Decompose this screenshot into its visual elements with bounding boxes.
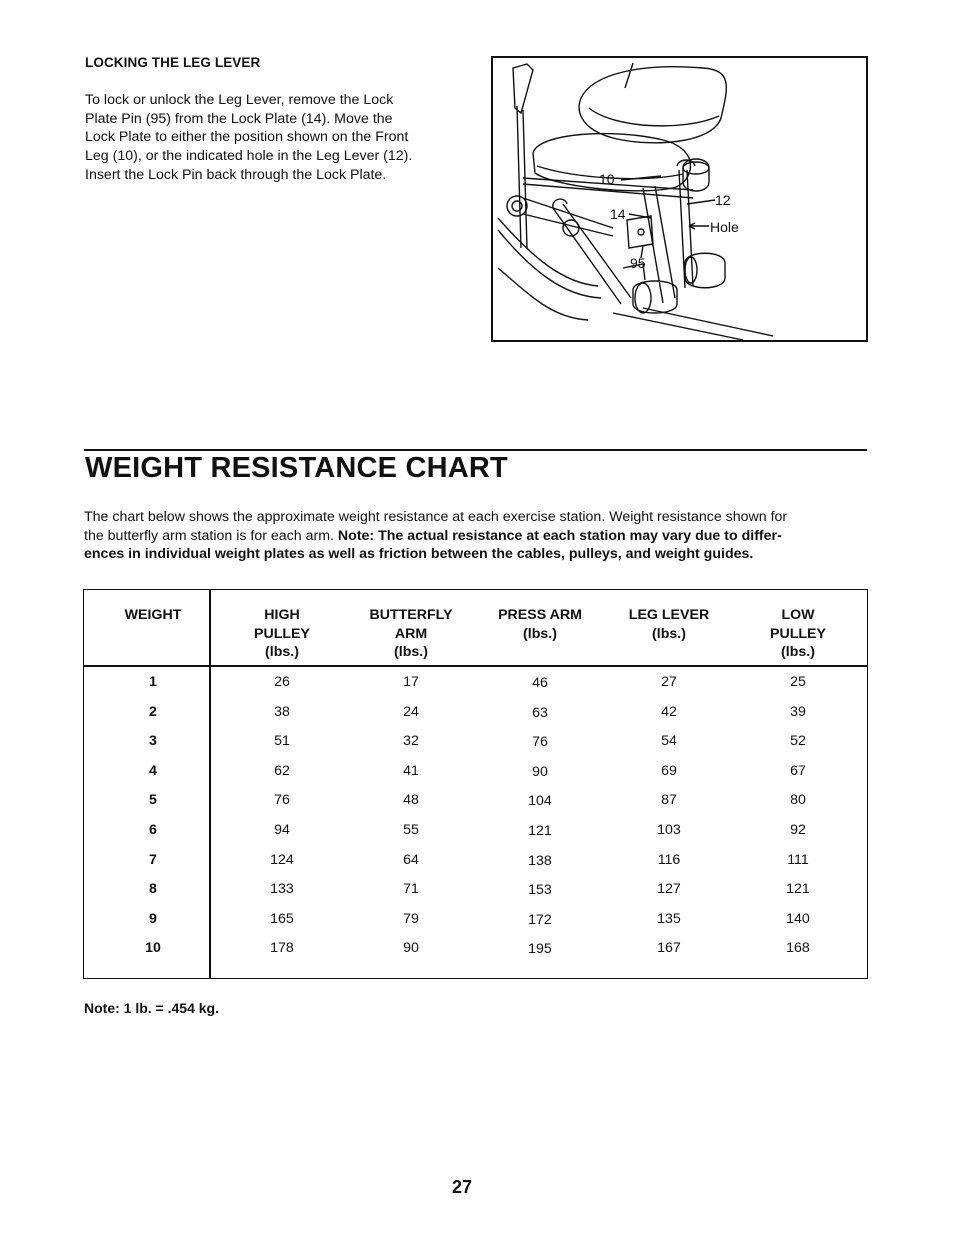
conversion-note: Note: 1 lb. = .454 kg.	[84, 1000, 219, 1016]
table-cell: 133	[270, 881, 294, 898]
header-text: LEG LEVER	[628, 607, 710, 623]
table-cell: 67	[790, 762, 806, 779]
header-butterfly-arm	[351, 606, 471, 662]
table-cell: 87	[661, 792, 677, 809]
table-cell: 52	[790, 733, 806, 750]
table-cell: 42	[661, 703, 677, 720]
table-cell: 90	[532, 763, 548, 780]
intro-note-cont: ences in individual weight plates as well as friction between the cables, pulleys, and weight guides.	[84, 546, 754, 563]
table-cell: 92	[790, 822, 806, 838]
table-cell: 41	[403, 762, 419, 779]
table-cell: 195	[528, 941, 552, 958]
intro-line	[84, 545, 874, 564]
table-cell: 116	[657, 851, 681, 868]
header-high-pulley	[222, 606, 342, 662]
table-cell: 76	[274, 792, 290, 809]
table-cell: 24	[403, 703, 419, 720]
table-cell: 55	[403, 822, 419, 838]
weight-level-cell: 6	[149, 822, 157, 838]
table-cell: 121	[528, 823, 552, 839]
table-cell: 32	[403, 733, 419, 750]
weight-level-cell: 1	[149, 674, 157, 690]
table-cell: 69	[661, 762, 677, 779]
table-cell: 153	[528, 882, 552, 899]
table-cell: 80	[790, 792, 806, 809]
locking-line: To lock or unlock the Leg Lever, remove the Lock	[85, 92, 394, 108]
table-cell: 103	[657, 822, 681, 838]
table-column-divider	[209, 589, 211, 978]
table-cell: 51	[274, 733, 290, 750]
intro-line	[84, 527, 874, 546]
table-cell: 90	[403, 940, 419, 957]
intro-note: Note: The actual resistance at each station may vary due to differ-	[337, 527, 782, 544]
table-cell: 62	[274, 762, 290, 779]
header-low-pulley	[738, 606, 858, 662]
table-cell: 178	[270, 940, 294, 957]
header-text: PULLEY	[254, 625, 310, 642]
intro-text: the butterfly arm station is for each arm.	[84, 527, 338, 544]
table-cell: 168	[786, 940, 810, 957]
weight-level-cell: 4	[149, 762, 157, 779]
table-cell: 167	[657, 940, 681, 957]
weight-level-cell: 5	[149, 792, 157, 809]
table-cell: 124	[270, 851, 294, 868]
page-number: 27	[451, 1177, 473, 1197]
section-divider	[84, 449, 867, 451]
table-cell: 64	[403, 851, 419, 868]
header-text: PULLEY	[770, 625, 826, 642]
leg-lever-illustration	[491, 56, 868, 342]
table-cell: 63	[532, 704, 548, 721]
table-cell: 121	[786, 881, 810, 898]
header-text: (lbs.)	[781, 644, 815, 661]
table-cell: 54	[661, 733, 677, 750]
weight-level-cell: 10	[145, 940, 161, 957]
weight-level-cell: 8	[149, 881, 157, 898]
weight-level-cell: 9	[149, 910, 157, 927]
weight-level-cell: 7	[149, 851, 157, 868]
header-text: LOW	[781, 607, 815, 623]
table-cell: 79	[403, 910, 419, 927]
callout-14: 14	[610, 206, 626, 222]
weight-level-cell: 3	[149, 733, 157, 750]
table-cell: 135	[657, 910, 681, 927]
table-cell: 38	[274, 703, 290, 720]
table-cell: 48	[403, 792, 419, 809]
table-cell: 165	[270, 910, 294, 927]
table-cell: 76	[532, 734, 548, 751]
table-cell: 138	[528, 852, 552, 869]
header-text: (lbs.)	[265, 644, 299, 661]
table-cell: 71	[403, 881, 419, 898]
page-title: WEIGHT RESISTANCE CHART	[85, 452, 508, 484]
table-cell: 140	[786, 910, 810, 927]
weight-level-cell: 2	[149, 703, 157, 720]
locking-instructions	[85, 91, 465, 185]
header-text: (lbs.)	[652, 625, 686, 642]
callout-95: 95	[630, 255, 646, 271]
table-cell: 104	[528, 793, 552, 810]
locking-line: Plate Pin (95) from the Lock Plate (14). Move the	[85, 110, 393, 127]
header-text: (lbs.)	[523, 625, 557, 642]
header-press-arm	[480, 606, 600, 643]
header-text: BUTTERFLY	[369, 607, 453, 623]
table-cell: 94	[274, 822, 290, 838]
leg-lever-drawing	[493, 58, 866, 340]
callout-12: 12	[715, 192, 731, 208]
locking-line: Insert the Lock Pin back through the Lock Plate.	[85, 166, 387, 183]
table-cell: 172	[528, 911, 552, 928]
header-leg-lever	[609, 606, 729, 643]
header-weight	[93, 606, 213, 625]
header-text: WEIGHT	[124, 607, 182, 623]
table-cell: 25	[790, 674, 806, 690]
locking-line: Lock Plate to either the position shown on the Front	[85, 129, 409, 146]
callout-hole: Hole	[710, 219, 739, 235]
header-text: HIGH	[264, 607, 300, 623]
table-cell: 46	[532, 675, 548, 691]
chart-intro	[84, 508, 874, 564]
table-cell: 39	[790, 703, 806, 720]
table-cell: 127	[657, 881, 681, 898]
table-header-divider	[83, 665, 868, 667]
intro-line: The chart below shows the approximate weight resistance at each exercise station. Weight resistance shown for	[84, 509, 788, 525]
table-cell: 111	[787, 851, 809, 868]
locking-title: LOCKING THE LEG LEVER	[85, 55, 261, 70]
header-text: PRESS ARM	[498, 607, 582, 623]
header-text: (lbs.)	[394, 644, 428, 661]
table-cell: 17	[403, 674, 419, 690]
header-text: ARM	[394, 625, 428, 642]
locking-line: Leg (10), or the indicated hole in the Leg Lever (12).	[85, 148, 413, 165]
callout-10: 10	[599, 171, 615, 187]
table-cell: 27	[661, 674, 677, 690]
table-cell: 26	[274, 674, 290, 690]
